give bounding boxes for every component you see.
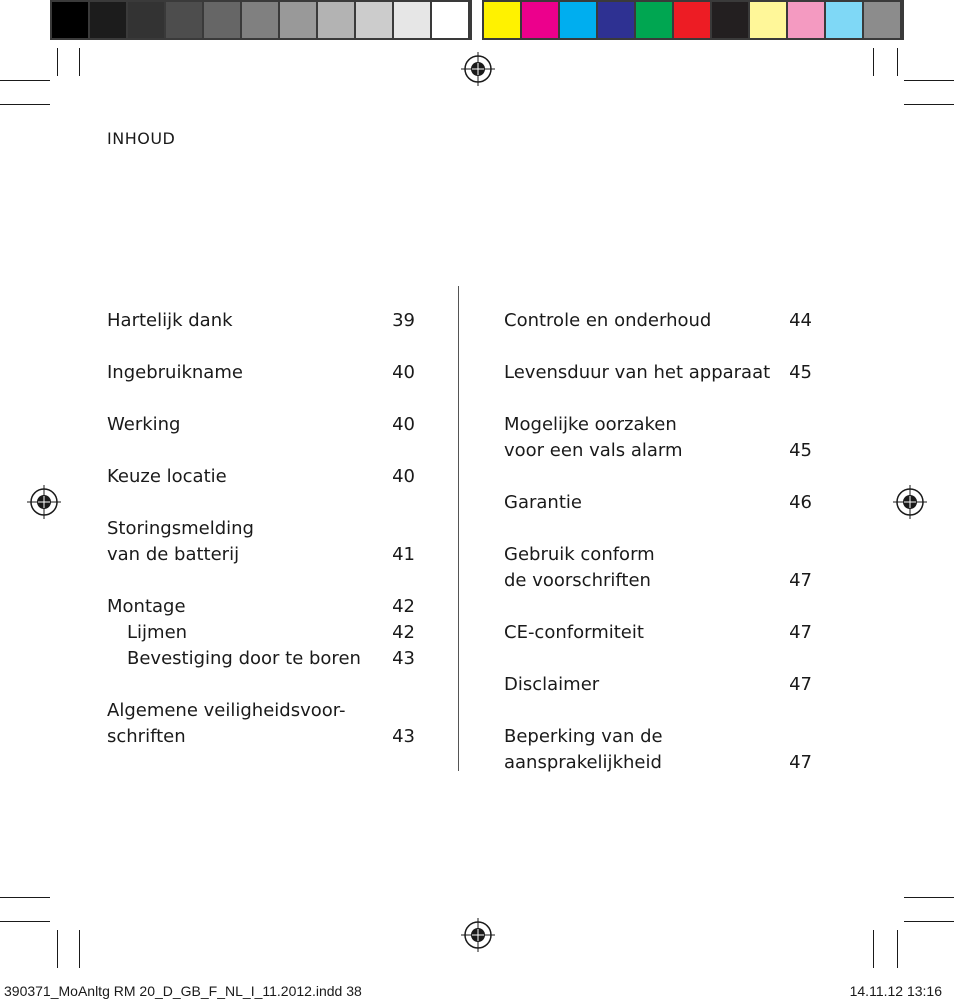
toc-entry-title: Beperking van de aansprakelijkheid: [504, 726, 663, 773]
color-swatch: [90, 2, 126, 38]
crop-mark: [897, 930, 898, 968]
toc-left-column: [107, 308, 415, 750]
color-swatch: [52, 2, 88, 38]
color-swatch: [318, 2, 354, 38]
color-swatch: [356, 2, 392, 38]
footer-timestamp: 14.11.12 13:16: [849, 983, 942, 999]
color-swatch: [674, 2, 710, 38]
toc-page-number: 41: [392, 544, 415, 565]
crop-mark: [0, 921, 50, 922]
color-swatch: [864, 2, 900, 38]
color-swatch: [128, 2, 164, 38]
toc-page-number: 40: [392, 414, 415, 435]
column-divider: [458, 286, 459, 771]
toc-entry: [504, 308, 812, 334]
registration-mark-icon: [27, 485, 61, 519]
crop-mark: [0, 897, 50, 898]
crop-mark: [873, 48, 874, 76]
toc-entry-title: Gebruik conform de voorschriften: [504, 544, 655, 591]
color-swatch: [598, 2, 634, 38]
color-swatch: [204, 2, 240, 38]
toc-page-number: 47: [789, 570, 812, 591]
toc-entry: [504, 672, 812, 698]
toc-entry-title: Algemene veiligheidsvoor- schriften: [107, 700, 346, 747]
toc-entry: [504, 542, 812, 594]
toc-entry: [504, 360, 812, 386]
toc-right-column: [504, 308, 812, 776]
toc-entry-title: Keuze locatie: [107, 466, 227, 487]
toc-entry-title: Ingebruikname: [107, 362, 243, 383]
crop-mark: [79, 48, 80, 76]
toc-entry-title: Montage: [107, 596, 186, 617]
toc-page-number: 46: [789, 492, 812, 513]
registration-mark-icon: [461, 918, 495, 952]
crop-mark: [897, 48, 898, 76]
color-swatch: [788, 2, 824, 38]
toc-entry: [504, 724, 812, 776]
registration-mark-icon: [893, 485, 927, 519]
toc-entry-title: Controle en onderhoud: [504, 310, 712, 331]
toc-entry: [107, 594, 415, 620]
color-swatch: [560, 2, 596, 38]
crop-mark: [873, 930, 874, 968]
color-swatch: [636, 2, 672, 38]
toc-entry-title: Disclaimer: [504, 674, 600, 695]
toc-entry-title: CE-conformiteit: [504, 622, 644, 643]
toc-entry-title: Hartelijk dank: [107, 310, 233, 331]
crop-mark: [57, 930, 58, 968]
toc-page-number: 42: [392, 596, 415, 617]
crop-mark: [904, 80, 954, 81]
toc-page-number: 43: [392, 726, 415, 747]
toc-entry-title: Levensduur van het apparaat: [504, 362, 771, 383]
color-swatch: [280, 2, 316, 38]
toc-entry: [107, 308, 415, 334]
registration-mark-icon: [461, 52, 495, 86]
crop-mark: [0, 80, 50, 81]
toc-entry-title: Mogelijke oorzaken voor een vals alarm: [504, 414, 683, 461]
toc-entry-title: Lijmen: [127, 622, 188, 643]
footer-file-info: 390371_MoAnltg RM 20_D_GB_F_NL_I_11.2012.indd 38: [4, 983, 362, 999]
crop-mark: [79, 930, 80, 968]
toc-entry-title: Werking: [107, 414, 181, 435]
toc-entry: [504, 490, 812, 516]
toc-entry-title: Bevestiging door te boren: [127, 648, 361, 669]
toc-page-number: 40: [392, 466, 415, 487]
toc-entry: [107, 412, 415, 438]
crop-mark: [904, 921, 954, 922]
toc-page-number: 43: [392, 648, 415, 669]
color-swatch: [522, 2, 558, 38]
toc-entry: [504, 620, 812, 646]
toc-page-number: 47: [789, 674, 812, 695]
color-swatch: [826, 2, 862, 38]
toc-sub-entry: [107, 646, 415, 672]
toc-page-number: 40: [392, 362, 415, 383]
toc-entry: [107, 516, 415, 568]
color-swatch: [432, 2, 468, 38]
color-swatch: [712, 2, 748, 38]
toc-entry: [107, 360, 415, 386]
grayscale-color-bar: [50, 0, 472, 40]
toc-sub-entry: [107, 620, 415, 646]
toc-page-number: 47: [789, 622, 812, 643]
toc-page-number: 45: [789, 362, 812, 383]
toc-entry: [107, 698, 415, 750]
toc-entry-title: Storingsmelding van de batterij: [107, 518, 254, 565]
color-swatch: [750, 2, 786, 38]
toc-page-number: 47: [789, 752, 812, 773]
crop-mark: [904, 104, 954, 105]
toc-page-number: 39: [392, 310, 415, 331]
color-swatch: [242, 2, 278, 38]
crop-mark: [904, 897, 954, 898]
color-swatch: [166, 2, 202, 38]
crop-mark: [0, 104, 50, 105]
toc-entry-title: Garantie: [504, 492, 582, 513]
toc-page-number: 42: [392, 622, 415, 643]
color-swatch: [394, 2, 430, 38]
toc-page-number: 44: [789, 310, 812, 331]
color-swatch: [484, 2, 520, 38]
process-color-bar: [482, 0, 904, 40]
toc-entry: [504, 412, 812, 464]
page-title: INHOUD: [107, 129, 176, 148]
toc-page-number: 45: [789, 440, 812, 461]
crop-mark: [57, 48, 58, 76]
toc-entry: [107, 464, 415, 490]
